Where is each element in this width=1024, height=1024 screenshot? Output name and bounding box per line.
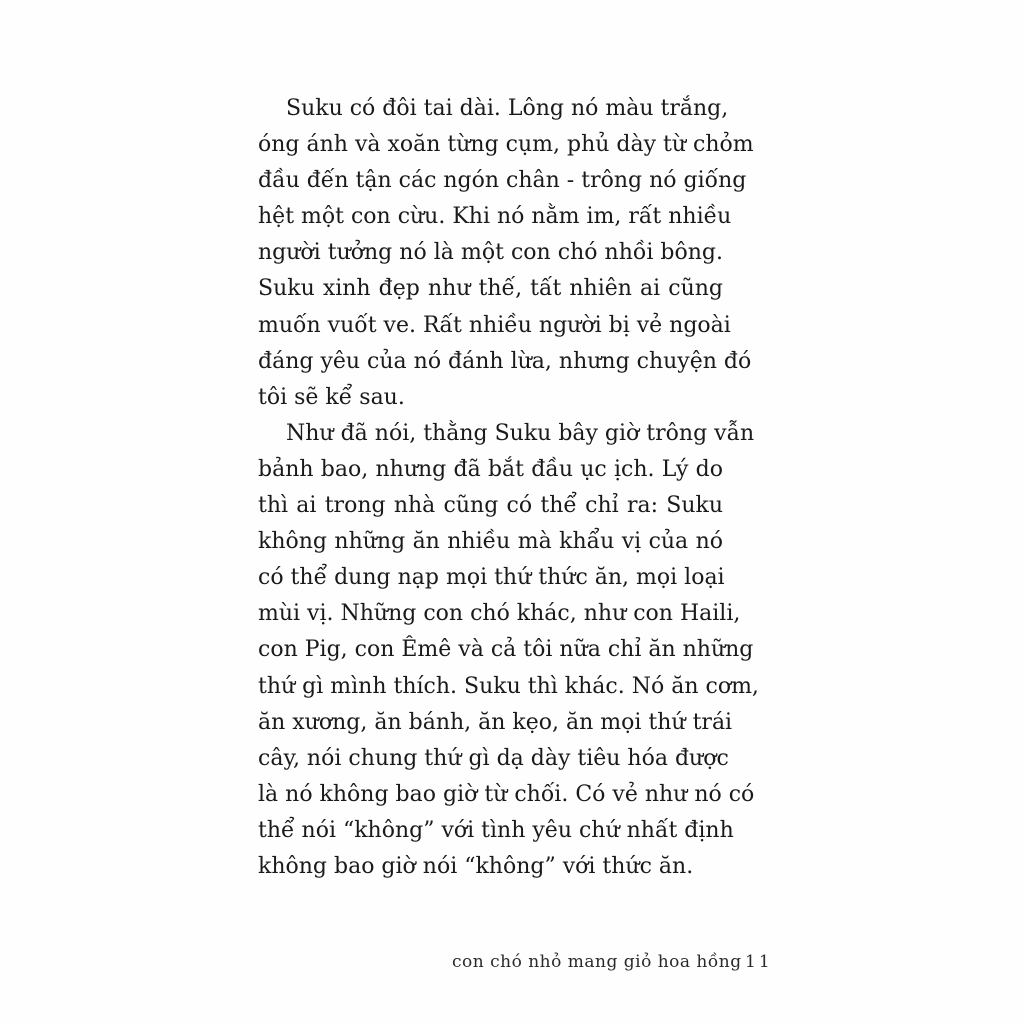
body-text <box>258 91 759 885</box>
paragraph-1-line-4: hệt một con cừu. Khi nó nằm im, rất nhiều <box>258 204 732 230</box>
paragraph-1-line-2: óng ánh và xoăn từng cụm, phủ dày từ chỏm <box>258 132 754 158</box>
paragraph-2-line-1: Như đã nói, thằng Suku bây giờ trông vẫn <box>286 420 755 446</box>
paragraph-1-line-9: tôi sẽ kể sau. <box>258 384 405 410</box>
paragraph-2-line-13: không bao giờ nói “không” với thức ăn. <box>258 853 694 879</box>
running-title: con chó nhỏ mang giỏ hoa hồng <box>452 952 742 972</box>
paragraph-2-line-5: có thể dung nạp mọi thứ thức ăn, mọi loại <box>258 565 725 591</box>
paragraph-2-line-4: không những ăn nhiều mà khẩu vị của nó <box>258 529 723 555</box>
paragraph-1-line-5: người tưởng nó là một con chó nhồi bông. <box>258 240 723 266</box>
paragraph-2-line-12: thể nói “không” với tình yêu chứ nhất định <box>258 817 734 843</box>
paragraph-1-line-8: đáng yêu của nó đánh lừa, nhưng chuyện đó <box>258 348 752 374</box>
paragraph-1-line-6: Suku xinh đẹp như thế, tất nhiên ai cũng <box>258 276 723 302</box>
paragraph-2-line-11: là nó không bao giờ từ chối. Có vẻ như nó có <box>258 781 755 807</box>
paragraph-2-line-6: mùi vị. Những con chó khác, như con Haili, <box>258 601 741 627</box>
paragraph-2-line-9: ăn xương, ăn bánh, ăn kẹo, ăn mọi thứ trái <box>258 709 733 735</box>
paragraph-2-line-3: thì ai trong nhà cũng có thể chỉ ra: Suku <box>258 493 723 519</box>
paragraph-2-line-10: cây, nói chung thứ gì dạ dày tiêu hóa được <box>258 745 729 771</box>
paragraph-2-line-7: con Pig, con Êmê và cả tôi nữa chỉ ăn những <box>258 637 754 663</box>
paragraph-1-line-3: đầu đến tận các ngón chân - trông nó giống <box>258 168 747 194</box>
paragraph-1-line-7: muốn vuốt ve. Rất nhiều người bị vẻ ngoài <box>258 312 731 338</box>
page-number: 11 <box>745 952 773 972</box>
paragraph-2-line-8: thứ gì mình thích. Suku thì khác. Nó ăn cơm, <box>258 673 759 699</box>
paragraph-2-line-2: bảnh bao, nhưng đã bắt đầu ục ịch. Lý do <box>258 456 723 482</box>
paragraph-1-line-1: Suku có đôi tai dài. Lông nó màu trắng, <box>286 96 729 121</box>
